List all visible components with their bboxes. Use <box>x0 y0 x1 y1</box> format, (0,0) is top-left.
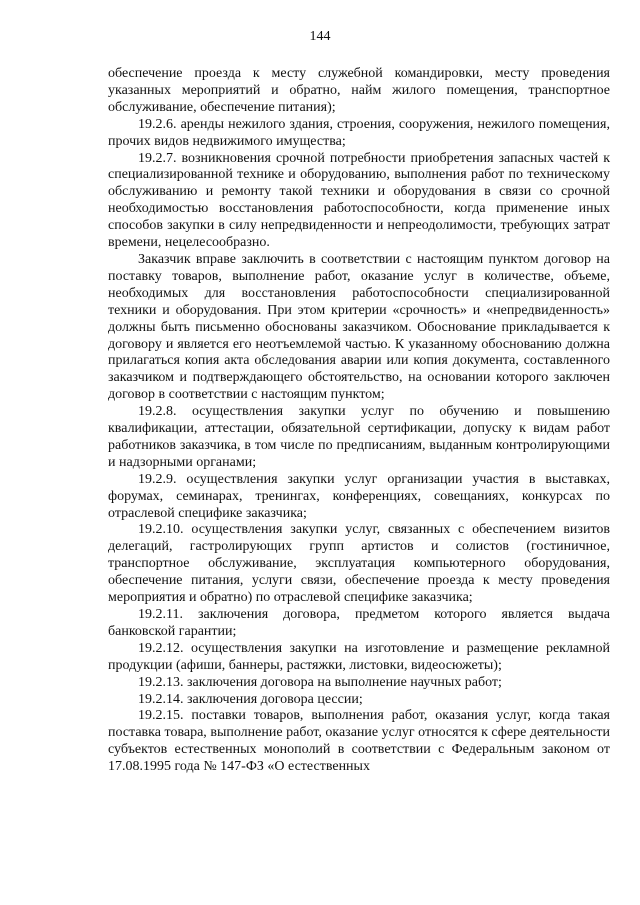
paragraph-19-2-10: 19.2.10. осуществления закупки услуг, связанных с обеспечением визитов делегаций, гастролирующих групп артистов и солистов (гостиничное, транспортное обслуживание, эксплуатация компьютерного оборудования, обеспечение питания, услуги связи, обеспечение проезда к месту проведения мероприятия и обратно) по отраслевой специфике заказчика; <box>108 522 610 606</box>
paragraph-19-2-9: 19.2.9. осуществления закупки услуг организации участия в выставках, форумах, семинарах, тренингах, конференциях, совещаниях, конкурсах по отраслевой специфике заказчика; <box>108 471 610 521</box>
paragraph-19-2-7: 19.2.7. возникновения срочной потребности приобретения запасных частей к специализированной технике и оборудованию, выполнения работ по техническому обслуживанию и ремонту такой техники и оборудования в связи со срочной необходимостью восстановления работоспособности, когда применение иных способов закупки в силу непредвиденности и непреодолимости, требующих затрат времени, нецелесообразно. <box>108 150 610 251</box>
paragraph-travel-continuation: обеспечение проезда к месту служебной командировки, месту проведения указанных мероприятий и обратно, найм жилого помещения, транспортное обслуживание, обеспечение питания); <box>108 66 610 115</box>
paragraph-19-2-6: 19.2.6. аренды нежилого здания, строения, сооружения, нежилого помещения, прочих видов недвижимого имущества; <box>108 116 610 149</box>
paragraph-19-2-14: 19.2.14. заключения договора цессии; <box>138 691 363 707</box>
paragraph-19-2-13: 19.2.13. заключения договора на выполнение научных работ; <box>138 674 502 690</box>
page-number: 144 <box>309 29 331 44</box>
paragraph-19-2-12: 19.2.12. осуществления закупки на изготовление и размещение рекламной продукции (афиши, баннеры, растяжки, листовки, видеосюжеты); <box>108 640 610 673</box>
document-body <box>108 66 610 776</box>
paragraph-19-2-15: 19.2.15. поставки товаров, выполнения работ, оказания услуг, когда такая поставка товара, выполнение работ, оказание услуг относятся к сфере деятельности субъектов естественных монополий в соответствии с Федеральным законом от 17.08.1995 года № 147-ФЗ «О естественных <box>108 708 610 775</box>
paragraph-customer-right: Заказчик вправе заключить в соответствии с настоящим пунктом договор на поставку товаров, выполнение работ, оказание услуг в количестве, объеме, необходимых для восстановления работоспособности специализированной техники и оборудования. При этом критерии «срочность» и «непредвиденность» должны быть письменно обоснованы заказчиком. Обоснование прикладывается к договору и является его неотъемлемой частью. К указанному обоснованию должна прилагаться копия акта обследования аварии или копия документа, составленного заказчиком и подтверждающего обстоятельство, на основании которого заключен договор в соответствии с настоящим пунктом; <box>108 251 610 403</box>
paragraph-19-2-11: 19.2.11. заключения договора, предметом которого является выдача банковской гарантии; <box>108 607 610 639</box>
paragraph-19-2-8: 19.2.8. осуществления закупки услуг по обучению и повышению квалификации, аттестации, обязательной сертификации, допуску к видам работ работников заказчика, в том числе по предписаниям, выданным контролирующими и надзорными органами; <box>108 404 610 470</box>
